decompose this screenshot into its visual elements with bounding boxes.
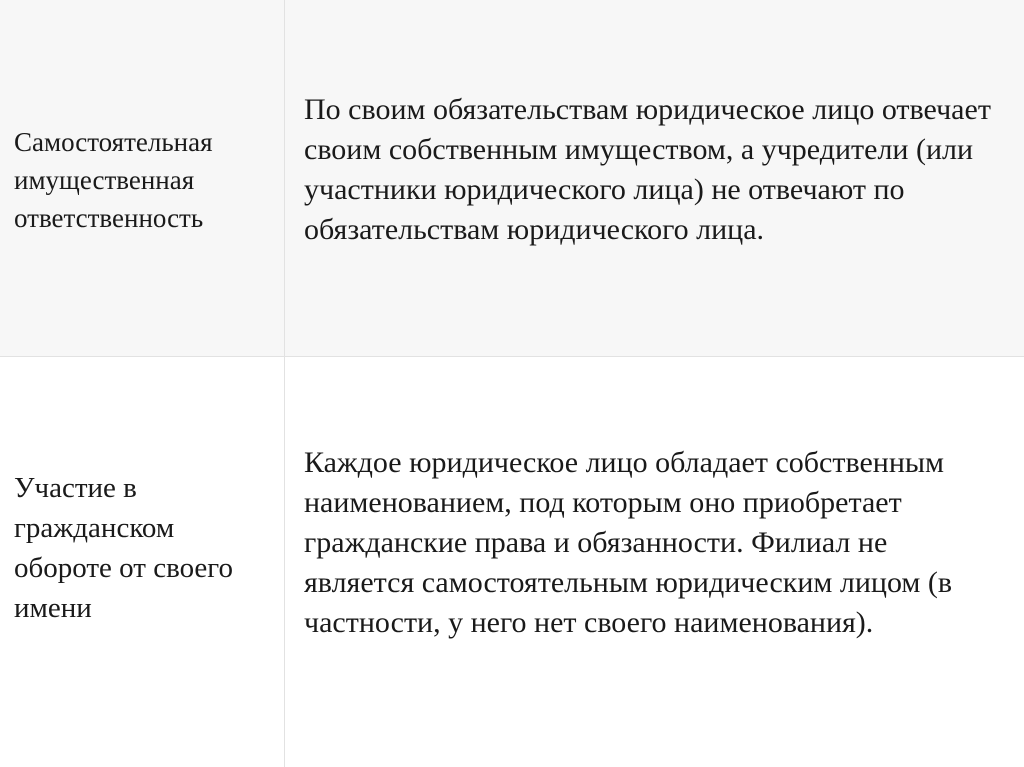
row-description-cell xyxy=(285,357,1024,767)
row-description: По своим обязательствам юридическое лицо отвечает своим собственным имуществом, а учредители (или участники юридического лица) не отвечают по обязательствам юридического лица. xyxy=(304,93,991,246)
row-description: Каждое юридическое лицо обладает собственным наименованием, под которым оно приобретает гражданские права и обязанности. Филиал не является самостоятельным юридическим лицом (в частности, у него нет своего наименования). xyxy=(304,446,953,639)
row-label: Самостоятельная имущественная ответственность xyxy=(14,127,213,233)
table-row xyxy=(0,0,1024,357)
row-label-cell xyxy=(0,0,285,356)
table-row xyxy=(0,357,1024,767)
row-label-cell xyxy=(0,357,285,767)
row-label: Участие в гражданском обороте от своего имени xyxy=(14,472,233,624)
row-description-cell xyxy=(285,0,1024,356)
